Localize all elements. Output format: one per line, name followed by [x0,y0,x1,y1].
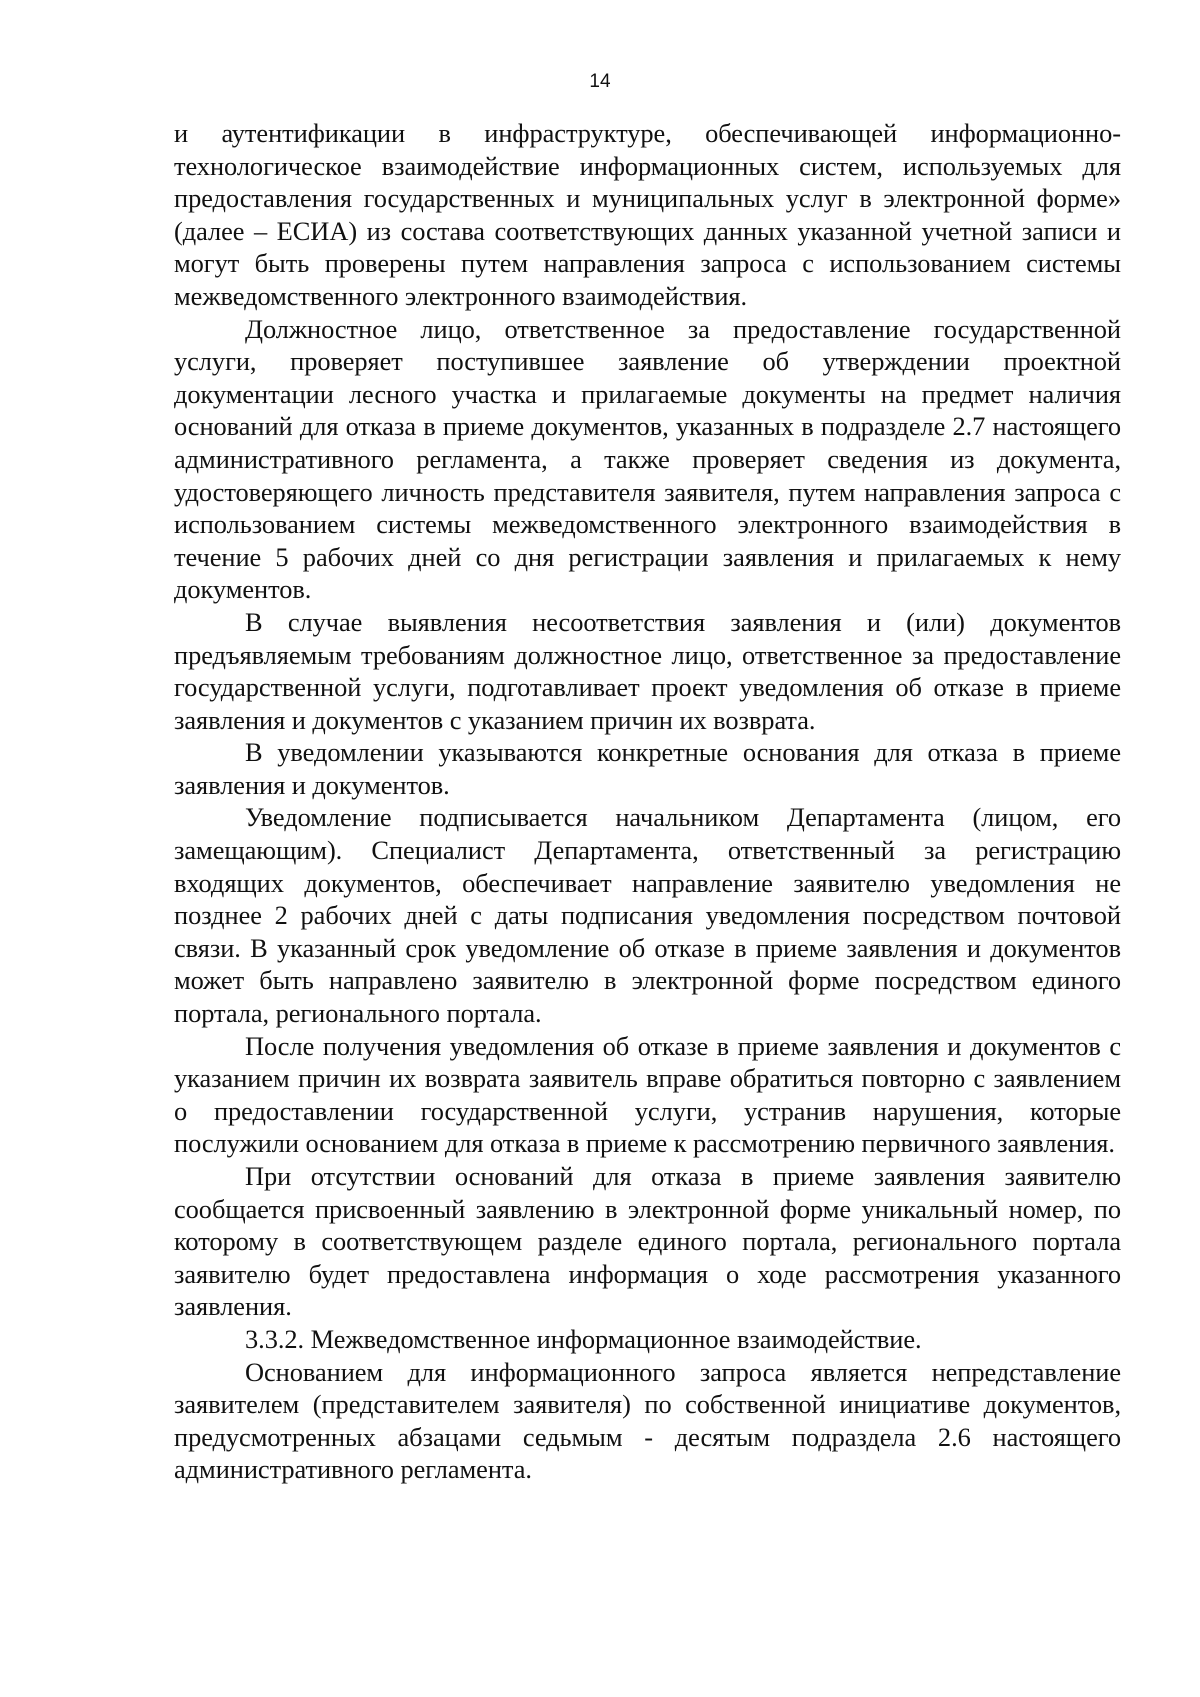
section-heading-3-3-2: 3.3.2. Межведомственное информационное взаимодействие. [245,1323,922,1354]
paragraph-request-basis: Основанием для информационного запроса является непредставление заявителем (представителем заявителя) по собственной инициативе документов, предусмотренных абзацами седьмым - десятым подраздела 2.6 настоящего административного регламента. [174,1356,1121,1485]
paragraph-notice-grounds: В уведомлении указываются конкретные основания для отказа в приеме заявления и документов. [174,737,1121,800]
page-number: 14 [589,71,611,92]
paragraph-official-check: Должностное лицо, ответственное за предоставление государственной услуги, проверяет поступившее заявление об утверждении проектной документации лесного участка и прилагаемые документы на предмет наличия оснований для отказа в приеме документов, указанных в подразделе 2.7 настоящего административного регламента, а также проверяет сведения из документа, удостоверяющего личность представителя заявителя, путем направления запроса с использованием системы межведомственного электронного взаимодействия в течение 5 рабочих дней со дня регистрации заявления и прилагаемых к нему документов. [174,313,1121,605]
paragraph-reapply: После получения уведомления об отказе в приеме заявления и документов с указанием причин их возврата заявитель вправе обратиться повторно с заявлением о предоставлении государственной услуги, устранив нарушения, которые послужили основанием для отказа в приеме к рассмотрению первичного заявления. [174,1030,1121,1159]
paragraph-unique-number: При отсутствии оснований для отказа в приеме заявления заявителю сообщается присвоенный заявлению в электронной форме уникальный номер, по которому в соответствующем разделе единого портала, регионального портала заявителю будет предоставлена информация о ходе рассмотрения указанного заявления. [174,1161,1121,1322]
paragraph-notice-signing: Уведомление подписывается начальником Департамента (лицом, его замещающим). Специалист Департамента, ответственный за регистрацию входящих документов, обеспечивает направление заявителю уведомления не позднее 2 рабочих дней с даты подписания уведомления посредством почтовой связи. В указанный срок уведомление об отказе в приеме заявления и документов может быть направлено заявителю в электронной форме посредством единого портала, регионального портала. [174,802,1121,1029]
paragraph-nonconformity: В случае выявления несоответствия заявления и (или) документов предъявляемым требованиям должностное лицо, ответственное за предоставление государственной услуги, подготавливает проект уведомления об отказе в приеме заявления и документов с указанием причин их возврата. [174,606,1121,735]
paragraph-esia-continuation: и аутентификации в инфраструктуре, обеспечивающей информационно-технологическое взаимодействие информационных систем, используемых для предоставления государственных и муниципальных услуг в электронной форме» (далее – ЕСИА) из состава соответствующих данных указанной учетной записи и могут быть проверены путем направления запроса с использованием системы межведомственного электронного взаимодействия. [174,118,1121,311]
document-body [174,117,1121,1486]
